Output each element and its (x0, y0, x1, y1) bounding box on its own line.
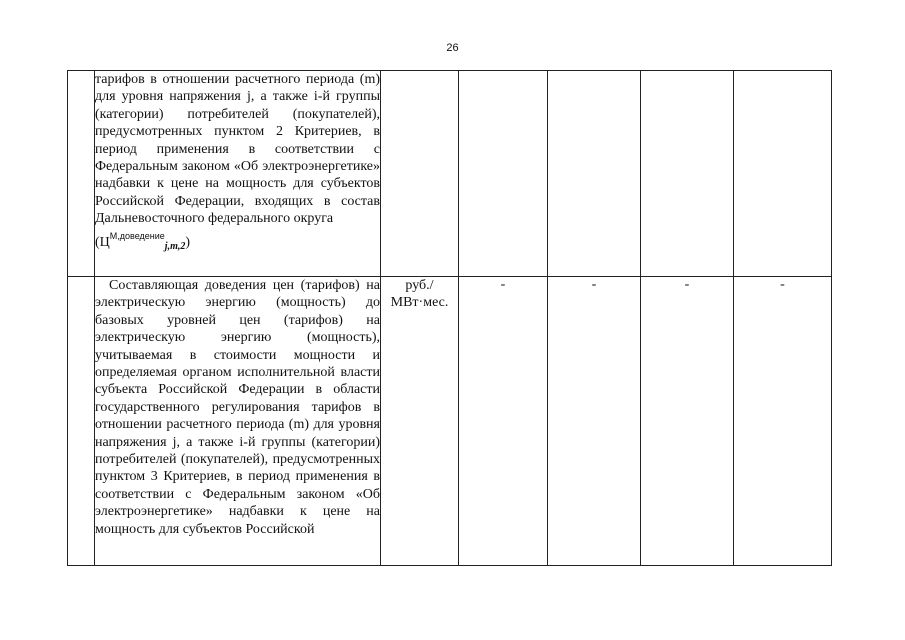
unit-cell: руб./ МВт·мес. (381, 277, 459, 566)
value-cell-2 (548, 71, 641, 277)
formula (95, 228, 380, 255)
row-number-cell (68, 277, 95, 566)
table-row (68, 277, 832, 566)
description-text: Составляющая доведения цен (тарифов) на электрическую энергию (мощность) до базовых уровней цен (тарифов) на электрическую энергию (мощность), учитываемая в стоимости мощности и определяемая органом исполнительной власти субъекта Российской Федерации в области государственного регулирования тарифов в отношении расчетного периода (m) для уровня напряжения j, а также i-й группы (категории) потребителей (покупателей), предусмотренных пунктом 3 Критериев, в период применения в соответствии с Федеральным законом «Об электроэнергетике» надбавки к цене на мощность для субъектов Российской (95, 278, 380, 537)
row-number-cell (68, 71, 95, 277)
value-cell-2: - (548, 277, 641, 566)
unit-cell (381, 71, 459, 277)
value-cell-3 (641, 71, 734, 277)
value-cell-1: - (459, 277, 548, 566)
formula-subscript: j,m,2 (164, 240, 186, 252)
formula-superscript: М,доведение (109, 230, 165, 241)
description-text: тарифов в отношении расчетного периода (m) для уровня напряжения j, а также i-й группы (категории) потребителей (покупателей), предусмотренных пунктом 2 Критериев, в период применения в соответствии с Федеральным законом «Об электроэнергетике» надбавки к цене на мощность для субъектов Российской Федерации, входящих в состав Дальневосточного федерального округа (95, 72, 380, 227)
value-cell-4: - (734, 277, 832, 566)
value-cell-3: - (641, 277, 734, 566)
table-row (68, 71, 832, 277)
formula-open: (Ц (95, 234, 110, 250)
description-cell (95, 277, 381, 566)
value-cell-4 (734, 71, 832, 277)
description-cell (95, 71, 381, 277)
formula-close: ) (185, 234, 191, 250)
tariff-table (67, 70, 832, 566)
page-number: 26 (446, 42, 459, 54)
value-cell-1 (459, 71, 548, 277)
